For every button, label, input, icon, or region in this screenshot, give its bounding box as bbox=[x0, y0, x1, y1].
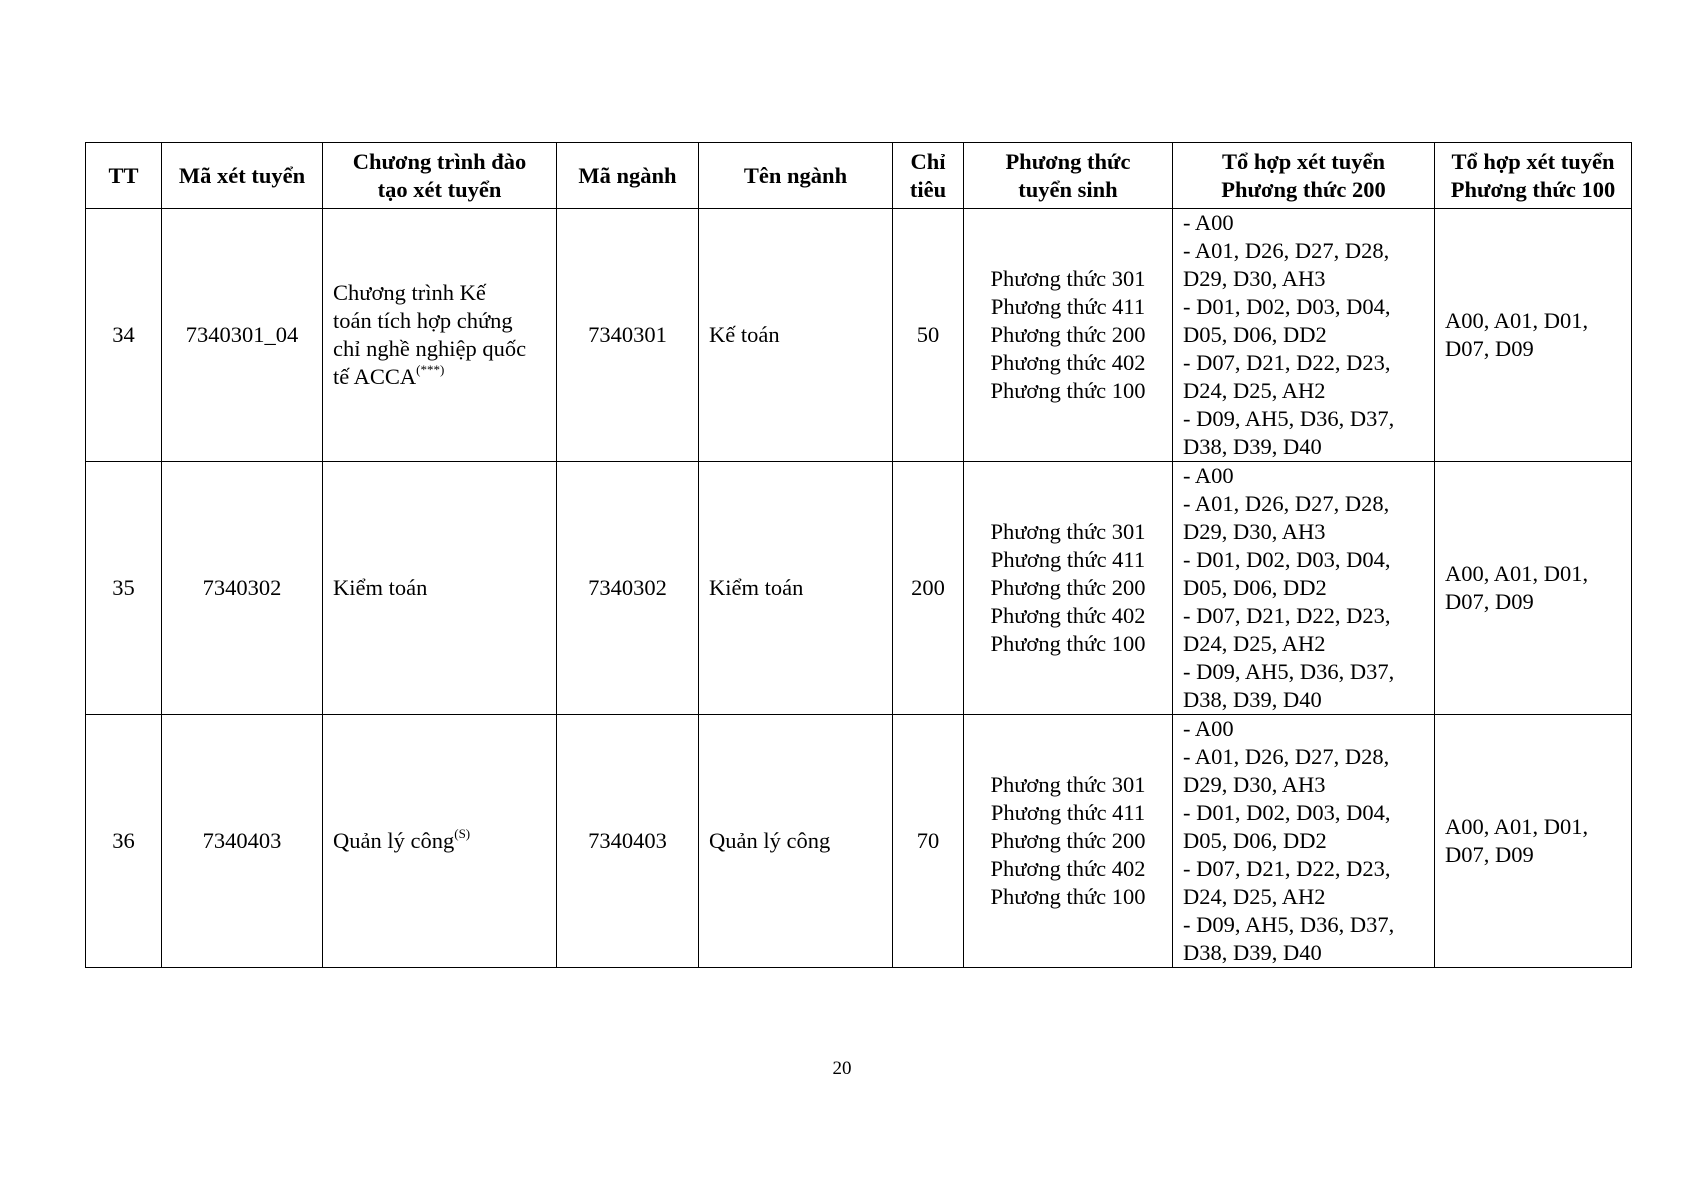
cell-ma-nganh: 7340403 bbox=[557, 715, 699, 968]
cell-to-hop-100: A00, A01, D01, D07, D09 bbox=[1435, 209, 1632, 462]
cell-ten-nganh: Kiểm toán bbox=[699, 462, 893, 715]
cell-ma-nganh: 7340302 bbox=[557, 462, 699, 715]
cell-to-hop-200: - A00 - A01, D26, D27, D28, D29, D30, AH3 - D01, D02, D03, D04, D05, D06, DD2 - D07, D21, D22, D23, D24, D25, AH2 - D09, AH5, D36, D37, D38, D39, D40 bbox=[1173, 462, 1435, 715]
cell-chuong-trinh: Kiểm toán bbox=[323, 462, 557, 715]
table-row bbox=[86, 715, 1632, 968]
cell-chi-tieu: 200 bbox=[893, 462, 964, 715]
cell-phuong-thuc: Phương thức 301 Phương thức 411 Phương thức 200 Phương thức 402 Phương thức 100 bbox=[964, 209, 1173, 462]
cell-ma-xet-tuyen: 7340301_04 bbox=[162, 209, 323, 462]
cell-ten-nganh: Quản lý công bbox=[699, 715, 893, 968]
footnote-marker: (S) bbox=[454, 825, 471, 841]
header-to-hop-100: Tổ hợp xét tuyển Phương thức 100 bbox=[1435, 143, 1632, 209]
table-row bbox=[86, 209, 1632, 462]
cell-chi-tieu: 70 bbox=[893, 715, 964, 968]
header-ma-nganh: Mã ngành bbox=[557, 143, 699, 209]
header-to-hop-200: Tổ hợp xét tuyển Phương thức 200 bbox=[1173, 143, 1435, 209]
cell-to-hop-200: - A00 - A01, D26, D27, D28, D29, D30, AH3 - D01, D02, D03, D04, D05, D06, DD2 - D07, D21, D22, D23, D24, D25, AH2 - D09, AH5, D36, D37, D38, D39, D40 bbox=[1173, 209, 1435, 462]
page-number: 20 bbox=[832, 1058, 852, 1079]
cell-ten-nganh: Kế toán bbox=[699, 209, 893, 462]
header-ten-nganh: Tên ngành bbox=[699, 143, 893, 209]
header-chuong-trinh: Chương trình đào tạo xét tuyển bbox=[323, 143, 557, 209]
cell-to-hop-200: - A00 - A01, D26, D27, D28, D29, D30, AH3 - D01, D02, D03, D04, D05, D06, DD2 - D07, D21, D22, D23, D24, D25, AH2 - D09, AH5, D36, D37, D38, D39, D40 bbox=[1173, 715, 1435, 968]
cell-ma-nganh: 7340301 bbox=[557, 209, 699, 462]
cell-ma-xet-tuyen: 7340302 bbox=[162, 462, 323, 715]
cell-chuong-trinh: Chương trình Kế toán tích hợp chứng chỉ nghề nghiệp quốc tế ACCA(***) bbox=[323, 209, 557, 462]
cell-ma-xet-tuyen: 7340403 bbox=[162, 715, 323, 968]
header-tt: TT bbox=[86, 143, 162, 209]
cell-phuong-thuc: Phương thức 301 Phương thức 411 Phương thức 200 Phương thức 402 Phương thức 100 bbox=[964, 462, 1173, 715]
table-row bbox=[86, 462, 1632, 715]
cell-tt: 34 bbox=[86, 209, 162, 462]
cell-chi-tieu: 50 bbox=[893, 209, 964, 462]
cell-to-hop-100: A00, A01, D01, D07, D09 bbox=[1435, 715, 1632, 968]
footnote-marker: (***) bbox=[416, 361, 445, 377]
cell-tt: 35 bbox=[86, 462, 162, 715]
header-phuong-thuc: Phương thức tuyển sinh bbox=[964, 143, 1173, 209]
header-row bbox=[86, 143, 1632, 209]
admission-table bbox=[85, 142, 1632, 968]
cell-to-hop-100: A00, A01, D01, D07, D09 bbox=[1435, 462, 1632, 715]
cell-phuong-thuc: Phương thức 301 Phương thức 411 Phương thức 200 Phương thức 402 Phương thức 100 bbox=[964, 715, 1173, 968]
cell-chuong-trinh: Quản lý công$^{(S)}$ bbox=[323, 715, 557, 968]
header-chi-tieu: Chỉ tiêu bbox=[893, 143, 964, 209]
cell-tt: 36 bbox=[86, 715, 162, 968]
header-ma-xet-tuyen: Mã xét tuyển bbox=[162, 143, 323, 209]
